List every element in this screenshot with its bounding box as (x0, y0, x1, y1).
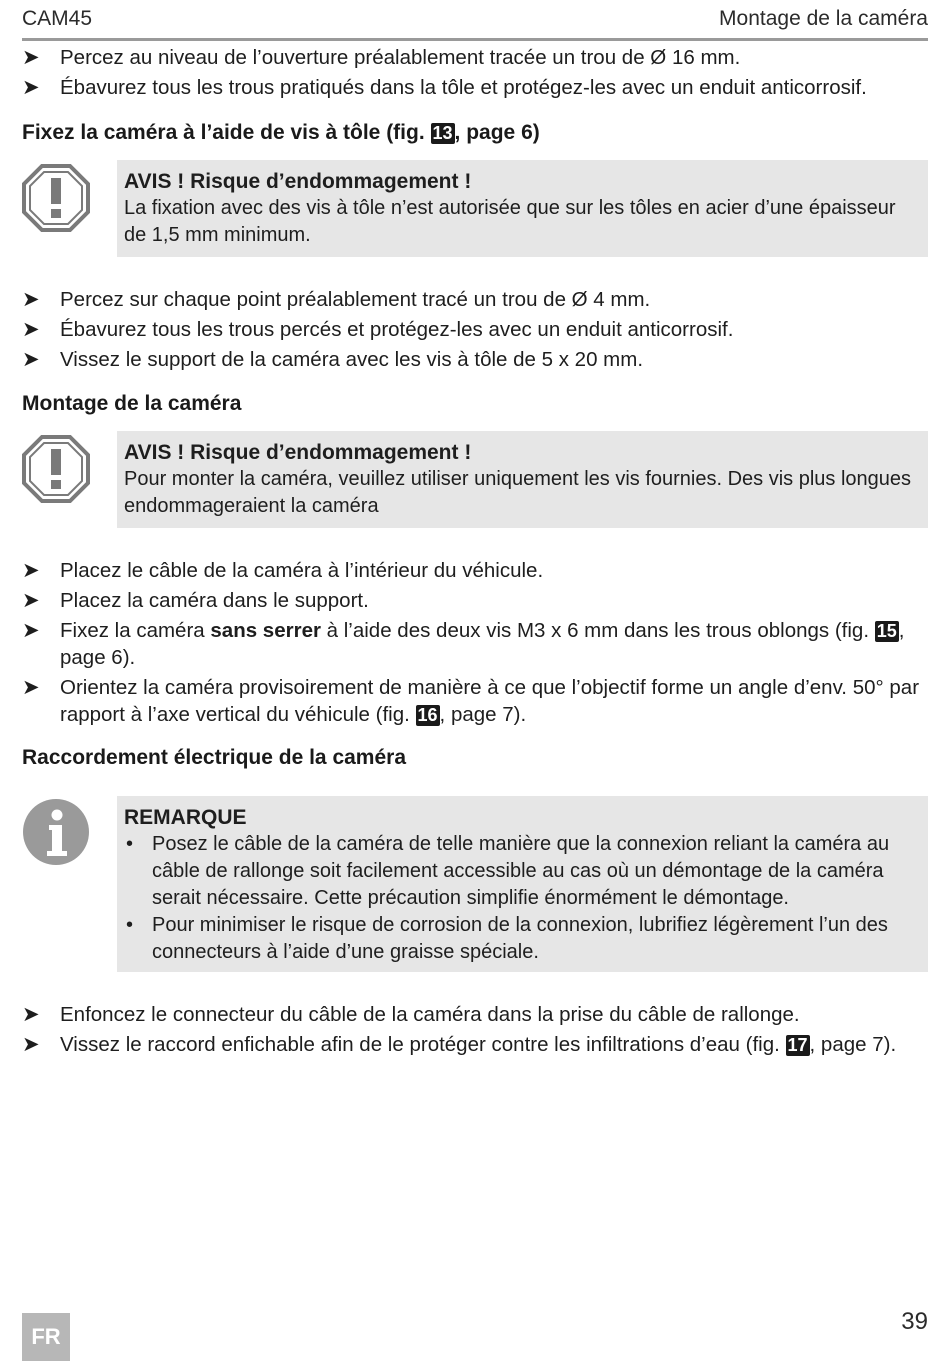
warning-text: Pour monter la caméra, veuillez utiliser uniquement les vis fournies. Des vis plus longues endommageraient la caméra (124, 468, 912, 517)
note-text: Posez le câble de la caméra de telle manière que la connexion reliant la caméra au câble de rallonge soit facilement accessible au cas où un démontage de la caméra serait nécessaire. Cette précaution simplifie énormément le démontage. (152, 833, 890, 909)
note-item (124, 912, 918, 966)
arrow-icon: ➤ (22, 1003, 40, 1026)
instruction-text: Vissez le support de la caméra avec les vis à tôle de 5 x 20 mm. (60, 348, 644, 371)
heading-text: , page 6) (454, 121, 540, 144)
arrow-icon: ➤ (22, 348, 40, 371)
arrow-icon: ➤ (22, 318, 40, 341)
instruction-item (22, 1031, 928, 1058)
arrow-icon: ➤ (22, 589, 40, 612)
instruction-item (22, 44, 928, 71)
text-run: Vissez le raccord enfichable afin de le protéger contre les infiltrations d’eau (fig. (60, 1033, 786, 1056)
text-run: Fixez la caméra (60, 619, 211, 642)
section-heading: Montage de la caméra (22, 392, 242, 415)
section-title: Montage de la caméra (719, 7, 928, 30)
instruction-text (60, 676, 919, 726)
arrow-icon: ➤ (22, 46, 40, 69)
note-title: REMARQUE (124, 806, 247, 829)
instruction-item (22, 587, 928, 614)
bullet-icon: • (126, 833, 134, 855)
instruction-item (22, 74, 928, 101)
instruction-item (22, 617, 928, 671)
text-run: à l’aide des deux vis M3 x 6 mm dans les trous oblongs (fig. (320, 619, 875, 642)
bullet-icon: • (126, 914, 134, 936)
note-list (124, 831, 918, 966)
note-text: Pour minimiser le risque de corrosion de la connexion, lubrifiez légèrement l’un des connecteurs à l’aide d’une graisse spéciale. (152, 914, 888, 963)
instruction-item (22, 346, 928, 373)
warning-title: AVIS ! Risque d’endommagement ! (124, 170, 472, 193)
instruction-text: Percez sur chaque point préalablement tracé un trou de Ø 4 mm. (60, 288, 651, 311)
instruction-text: Percez au niveau de l’ouverture préalablement tracée un trou de Ø 16 mm. (60, 46, 741, 69)
text-run: , page 6). (60, 619, 905, 669)
section-heading (22, 121, 540, 145)
instruction-item (22, 1001, 928, 1028)
arrow-icon: ➤ (22, 559, 40, 582)
instruction-text: Placez la caméra dans le support. (60, 589, 369, 612)
figure-ref: 16 (417, 705, 438, 725)
instruction-text: Ébavurez tous les trous percés et protégez-les avec un enduit anticorrosif. (60, 318, 734, 341)
warning-icon (22, 164, 90, 232)
instruction-item (22, 557, 928, 584)
figure-ref: 15 (876, 621, 897, 641)
product-name: CAM45 (22, 7, 93, 30)
text-run: , page 7). (439, 703, 527, 726)
instruction-text: Ébavurez tous les trous pratiqués dans la tôle et protégez-les avec un enduit anticorrosif. (60, 76, 867, 99)
arrow-icon: ➤ (22, 288, 40, 311)
instruction-item (22, 316, 928, 343)
arrow-icon: ➤ (22, 676, 40, 699)
arrow-icon: ➤ (22, 619, 40, 642)
warning-box (117, 431, 928, 528)
note-box (117, 796, 928, 972)
warning-box (117, 160, 928, 257)
language-tab: FR (22, 1313, 70, 1361)
emphasis-text: sans serrer (210, 619, 321, 642)
instruction-text (60, 1033, 896, 1056)
instruction-text: Enfoncez le connecteur du câble de la caméra dans la prise du câble de rallonge. (60, 1003, 800, 1026)
instruction-text (60, 619, 904, 669)
instruction-item (22, 286, 928, 313)
arrow-icon: ➤ (22, 76, 40, 99)
page-header (22, 0, 928, 41)
info-icon (22, 798, 90, 866)
heading-text: Fixez la caméra à l’aide de vis à tôle (fig. (22, 121, 425, 144)
warning-icon (22, 435, 90, 503)
figure-ref: 13 (432, 123, 453, 143)
warning-title: AVIS ! Risque d’endommagement ! (124, 441, 472, 464)
warning-text: La fixation avec des vis à tôle n’est autorisée que sur les tôles en acier d’une épaisseur de 1,5 mm minimum. (124, 197, 896, 246)
instruction-item (22, 674, 928, 728)
page-number: 39 (901, 1308, 928, 1335)
instruction-text: Placez le câble de la caméra à l’intérieur du véhicule. (60, 559, 544, 582)
text-run: , page 7). (809, 1033, 897, 1056)
text-run: Orientez la caméra provisoirement de manière à ce que l’objectif forme un angle d’env. 50° par rapport à l’axe vertical du véhicule (fig. (60, 676, 920, 726)
figure-ref: 17 (787, 1035, 808, 1055)
note-item (124, 831, 918, 912)
section-heading: Raccordement électrique de la caméra (22, 746, 407, 769)
arrow-icon: ➤ (22, 1033, 40, 1056)
